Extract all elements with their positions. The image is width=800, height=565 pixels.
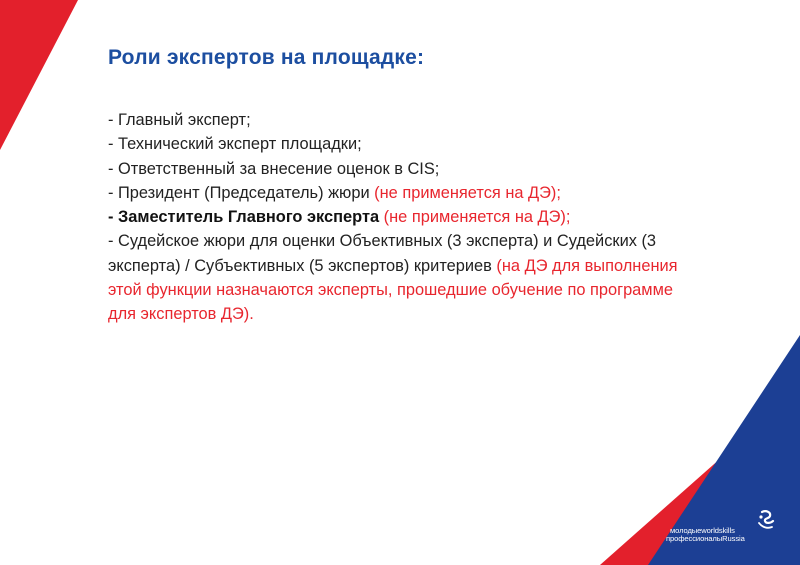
role-note: (не применяется на ДЭ) bbox=[374, 183, 557, 202]
role-item-technical-expert: - Технический эксперт площадки; bbox=[108, 135, 362, 154]
role-item-deputy-chief-expert bbox=[108, 205, 688, 229]
role-item-cis-responsible: - Ответственный за внесение оценок в CIS; bbox=[108, 159, 440, 178]
role-text: - Судейское жюри для оценки Объективных (3 эксперта) и Судейских (3 эксперта) / Субъективных (5 экспертов) критериев bbox=[108, 232, 657, 275]
slide-title: Роли экспертов на площадке: bbox=[108, 46, 425, 69]
logo-line-1-text: молодые bbox=[670, 526, 702, 535]
worldskills-logo bbox=[666, 507, 782, 543]
role-text: - Президент (Председатель) жюри bbox=[108, 183, 375, 202]
top-left-red-shape bbox=[0, 0, 78, 150]
role-note-end: . bbox=[249, 305, 254, 324]
role-note: (не применяется на ДЭ) bbox=[383, 208, 566, 227]
logo-line-2-brand: Russia bbox=[722, 534, 745, 543]
role-note-end: ; bbox=[556, 183, 561, 202]
role-item-judging-jury bbox=[108, 229, 688, 326]
logo-line-2 bbox=[666, 534, 745, 543]
role-note-end: ; bbox=[565, 208, 571, 227]
role-text: - Заместитель Главного эксперта bbox=[108, 208, 380, 227]
worldskills-emblem-icon bbox=[756, 509, 776, 531]
expert-roles-list bbox=[108, 108, 688, 327]
logo-line-2-text: профессионалы bbox=[666, 534, 723, 543]
role-item-jury-president bbox=[108, 181, 688, 205]
role-item-chief-expert: - Главный эксперт; bbox=[108, 111, 251, 129]
role-note: (на ДЭ для выполнения этой функции назначаются эксперты, прошедшие обучение по программе для экспертов ДЭ) bbox=[108, 256, 678, 324]
logo-line-1-brand: worldskills bbox=[701, 526, 735, 535]
